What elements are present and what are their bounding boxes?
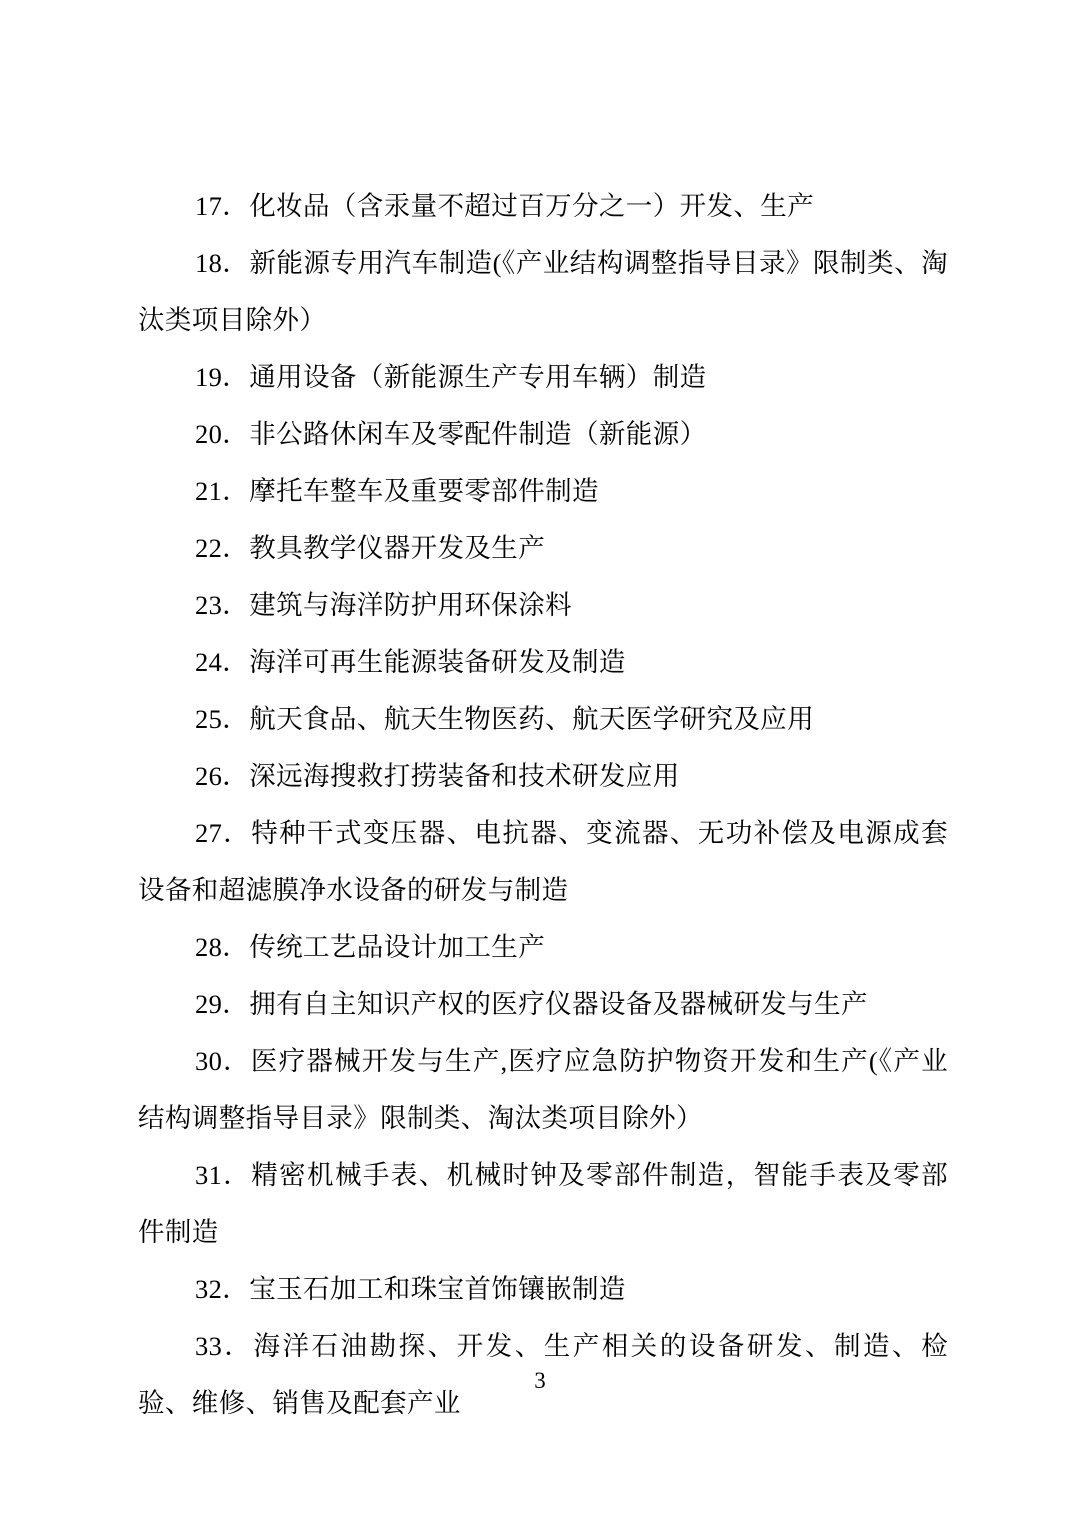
list-item: 30．医疗器械开发与生产,医疗应急防护物资开发和生产(《产业结构调整指导目录》限制类、淘汰类项目除外） xyxy=(138,1046,948,1133)
list-item: 28．传统工艺品设计加工生产 xyxy=(195,932,546,962)
list-item: 27．特种干式变压器、电抗器、变流器、无功补偿及电源成套设备和超滤膜净水设备的研发与制造 xyxy=(138,818,948,905)
list-item: 32．宝玉石加工和珠宝首饰镶嵌制造 xyxy=(195,1274,626,1304)
list-item: 33．海洋石油勘探、开发、生产相关的设备研发、制造、检验、维修、销售及配套产业 xyxy=(138,1331,948,1418)
list-item: 29．拥有自主知识产权的医疗仪器设备及器械研发与生产 xyxy=(195,989,868,1019)
list-item: 25．航天食品、航天生物医药、航天医学研究及应用 xyxy=(195,704,815,734)
page-number: 3 xyxy=(534,1368,546,1393)
list-item: 20．非公路休闲车及零配件制造（新能源） xyxy=(195,419,707,449)
list-item: 21．摩托车整车及重要零部件制造 xyxy=(195,476,599,506)
list-item: 23．建筑与海洋防护用环保涂料 xyxy=(195,590,572,620)
list-item: 19．通用设备（新能源生产专用车辆）制造 xyxy=(195,362,707,392)
list-item: 24．海洋可再生能源装备研发及制造 xyxy=(195,647,626,677)
list-item: 18．新能源专用汽车制造(《产业结构调整指导目录》限制类、淘汰类项目除外） xyxy=(138,248,948,335)
list-item: 17．化妆品（含汞量不超过百万分之一）开发、生产 xyxy=(195,191,815,221)
document-body xyxy=(138,178,948,1432)
list-item: 31．精密机械手表、机械时钟及零部件制造，智能手表及零部件制造 xyxy=(138,1160,948,1247)
list-item: 26．深远海搜救打捞装备和技术研发应用 xyxy=(195,761,680,791)
list-item: 22．教具教学仪器开发及生产 xyxy=(195,533,546,563)
